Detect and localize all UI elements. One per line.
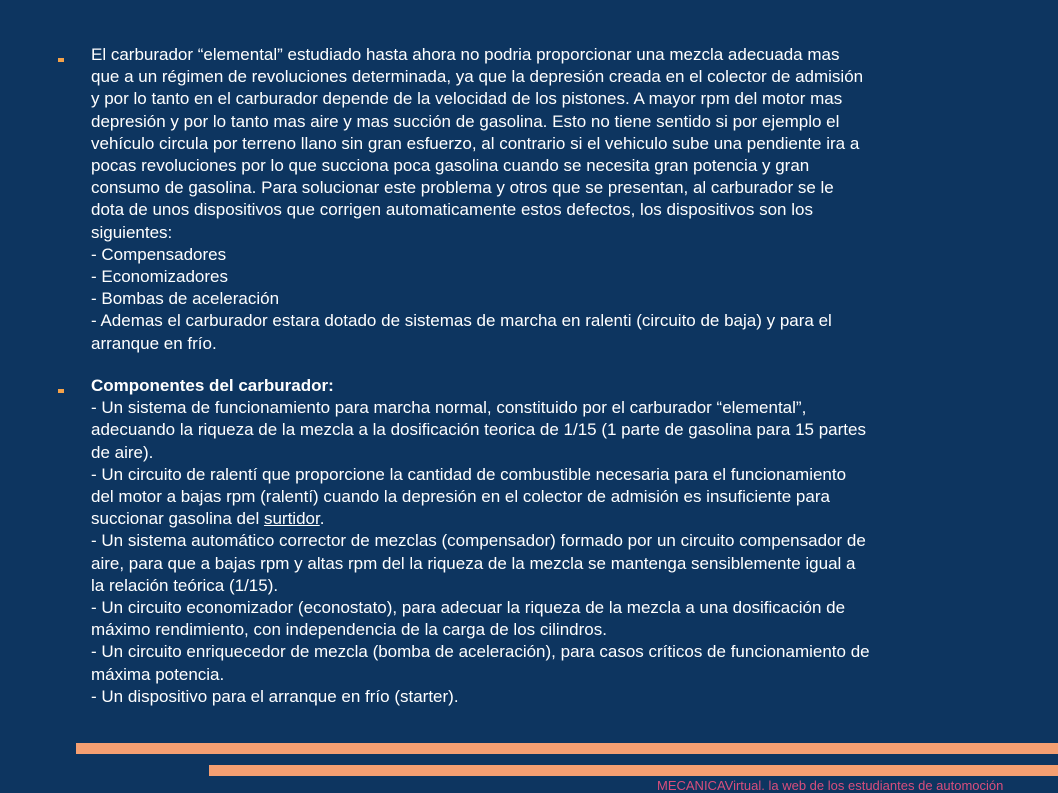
accent-bar-top: [76, 743, 1058, 754]
list-item-bombas: - Bombas de aceleración: [91, 289, 280, 309]
text-line: máxima potencia.: [91, 664, 225, 684]
text-line: siguientes:: [91, 222, 173, 242]
text-line-with-link: [91, 508, 1021, 530]
text-line: aire, para que a bajas rpm y altas rpm del la riqueza de la mezcla se mantenga sensiblemente igual a: [91, 553, 856, 573]
text-line: - Un circuito enriquecedor de mezcla (bomba de aceleración), para casos críticos de funcionamiento de: [91, 642, 870, 662]
list-item-economizadores: - Economizadores: [91, 267, 229, 287]
text-line: vehículo circula por terreno llano sin gran esfuerzo, al contrario si el vehiculo sube una pendiente ira a: [91, 133, 860, 153]
text-line: arranque en frío.: [91, 333, 217, 353]
text-line: El carburador “elemental” estudiado hasta ahora no podria proporcionar una mezcla adecuada mas: [91, 45, 840, 64]
bullet-marker: [58, 58, 64, 62]
accent-bar-bottom: [209, 765, 1058, 776]
paragraph-carburador-elemental: [91, 44, 1021, 355]
list-item-ralenti: - Ademas el carburador estara dotado de sistemas de marcha en ralenti (circuito de baja) y para el: [91, 311, 832, 331]
text-line: del motor a bajas rpm (ralentí) cuando la depresión en el colector de admisión es insuficiente para: [91, 487, 830, 507]
text-line: dota de unos dispositivos que corrigen automaticamente estos defectos, los dispositivos son los: [91, 200, 813, 220]
text-line: - Un sistema de funcionamiento para marcha normal, constituido por el carburador “elemental”,: [91, 398, 807, 418]
text-line: - Un circuito de ralentí que proporcione la cantidad de combustible necesaria para el funcionamiento: [91, 464, 847, 484]
bullet-marker: [58, 389, 64, 393]
list-item-compensadores: - Compensadores: [91, 244, 227, 264]
link-prefix: succionar gasolina del: [91, 509, 264, 529]
text-line: consumo de gasolina. Para solucionar este problema y otros que se presentan, al carburador se le: [91, 178, 834, 198]
text-line: y por lo tanto en el carburador depende de la velocidad de los pistones. A mayor rpm del motor mas: [91, 89, 843, 109]
text-line: - Un dispositivo para el arranque en frío (starter).: [91, 686, 459, 706]
text-line: la relación teórica (1/15).: [91, 575, 279, 595]
section-heading: Componentes del carburador:: [91, 376, 334, 395]
text-line: máximo rendimiento, con independencia de la carga de los cilindros.: [91, 620, 607, 640]
text-line: de aire).: [91, 442, 154, 462]
footer-credit: MECANICAVirtual. la web de los estudiantes de automoción: [657, 778, 1004, 793]
text-line: - Un sistema automático corrector de mezclas (compensador) formado por un circuito compensador de: [91, 531, 866, 551]
text-line: - Un circuito economizador (econostato), para adecuar la riqueza de la mezcla a una dosificación de: [91, 598, 846, 618]
surtidor-link[interactable]: surtidor: [263, 509, 320, 529]
text-line: pocas revoluciones por lo que succiona poca gasolina cuando se necesita gran potencia y gran: [91, 156, 810, 176]
paragraph-componentes: [91, 375, 1021, 708]
link-suffix: .: [319, 509, 325, 529]
text-line: depresión y por lo tanto mas aire y mas succión de gasolina. Esto no tiene sentido si por ejemplo el: [91, 111, 840, 131]
text-line: adecuando la riqueza de la mezcla a la dosificación teorica de 1/15 (1 parte de gasolina para 15 partes: [91, 420, 866, 440]
text-line: que a un régimen de revoluciones determinada, ya que la depresión creada en el colector de admisión: [91, 67, 864, 87]
